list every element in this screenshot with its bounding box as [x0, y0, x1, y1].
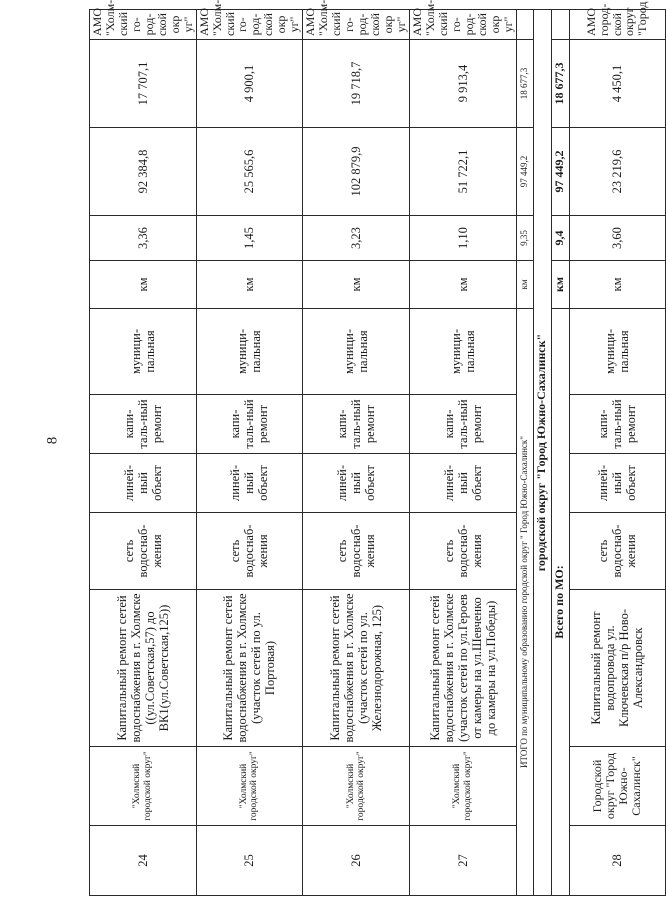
cost-cell: 25 565,6 [196, 128, 303, 216]
network-type-cell: сеть водоснаб-жения [409, 513, 516, 590]
object-category-cell: линей-ный объект [303, 454, 410, 513]
municipality-cell: Городской округ "Город Южно-Сахалинск" [569, 747, 665, 826]
all-mo-empty-cell [551, 10, 569, 40]
municipality-cell: "Холмский городской округ" [303, 747, 410, 826]
total-length: 9,35 [516, 216, 533, 261]
total-row [516, 10, 533, 896]
section-header-row [533, 10, 551, 896]
ownership-cell: муници-пальная [90, 309, 197, 395]
cost-cell: 102 879,9 [303, 128, 410, 216]
object-name-cell: Капитальный ремонт сетей водоснабжения в г. Холмске (участок сетей по ул.Героев от камеры на ул.Шевченко до камеры на ул.Победы) [409, 590, 516, 747]
object-name-cell: Капитальный ремонт сетей водоснабжения в г. Холмске (участок сетей по ул. Железнодорожная, 125) [303, 590, 410, 747]
work-type-cell: капи-таль-ный ремонт [409, 395, 516, 454]
sum-cell: 19 718,7 [303, 40, 410, 128]
unit-cell: км [303, 261, 410, 309]
ownership-cell: муници-пальная [303, 309, 410, 395]
object-category-cell: линей-ный объект [569, 454, 665, 513]
network-type-cell: сеть водоснаб-жения [196, 513, 303, 590]
table-row [569, 10, 665, 896]
all-mo-sum: 18 677,3 [551, 40, 569, 128]
table-row [303, 10, 410, 896]
cost-cell: 92 384,8 [90, 128, 197, 216]
row-number: 25 [196, 826, 303, 896]
total-empty-cell [516, 10, 533, 40]
municipality-cell: "Холмский городской округ" [196, 747, 303, 826]
total-label: ИТОГО по муниципальному образованию городской округ " Город Южно-Сахалинск" [516, 309, 533, 896]
table-row [196, 10, 303, 896]
work-type-cell: капи-таль-ный ремонт [196, 395, 303, 454]
object-name-cell: Капитальный ремонт сетей водоснабжения в г. Холмске (участок сетей по ул. Портовая) [196, 590, 303, 747]
length-cell: 1,45 [196, 216, 303, 261]
ownership-cell: муници-пальная [409, 309, 516, 395]
object-category-cell: линей-ный объект [409, 454, 516, 513]
object-name-cell: Капитальный ремонт водопровода ул. Ключевская п/р Ново-Александровск [569, 590, 665, 747]
work-type-cell: капи-таль-ный ремонт [90, 395, 197, 454]
table-row [90, 10, 197, 896]
customer-cell: АМО город-ской округ "Город [569, 10, 665, 40]
network-type-cell: сеть водоснаб-жения [303, 513, 410, 590]
cost-cell: 23 219,6 [569, 128, 665, 216]
ownership-cell: муници-пальная [196, 309, 303, 395]
row-number: 28 [569, 826, 665, 896]
customer-cell: АМО "Холм-ский го-род-ской окр уг" [303, 10, 410, 40]
all-mo-unit: км [551, 261, 569, 309]
all-mo-label: Всего по МО: [551, 309, 569, 896]
unit-cell: км [90, 261, 197, 309]
unit-cell: км [569, 261, 665, 309]
length-cell: 3,23 [303, 216, 410, 261]
ownership-cell: муници-пальная [569, 309, 665, 395]
all-mo-row [551, 10, 569, 896]
page-number: 8 [44, 436, 61, 445]
objects-table [89, 0, 666, 896]
total-unit: км [516, 261, 533, 309]
customer-cell: АМО "Холм-ский го-род-ской окр уг" [90, 10, 197, 40]
total-sum: 18 677,3 [516, 40, 533, 128]
length-cell: 1,10 [409, 216, 516, 261]
sum-cell: 4 450,1 [569, 40, 665, 128]
sum-cell: 9 913,4 [409, 40, 516, 128]
network-type-cell: сеть водоснаб-жения [90, 513, 197, 590]
object-name-cell: Капитальный ремонт сетей водоснабжения в г. Холмске ((ул.Советская,57) до ВК1(ул.Советская,125)) [90, 590, 197, 747]
all-mo-length: 9,4 [551, 216, 569, 261]
row-number: 24 [90, 826, 197, 896]
table-row [409, 10, 516, 896]
work-type-cell: капи-таль-ный ремонт [569, 395, 665, 454]
municipality-cell: "Холмский городской округ" [90, 747, 197, 826]
sum-cell: 4 900,1 [196, 40, 303, 128]
customer-cell: АМО "Холм-ский го-род-ской окр уг" [409, 10, 516, 40]
cost-cell: 51 722,1 [409, 128, 516, 216]
rotated-table-wrapper [89, 0, 650, 896]
all-mo-cost: 97 449,2 [551, 128, 569, 216]
length-cell: 3,36 [90, 216, 197, 261]
row-number: 26 [303, 826, 410, 896]
customer-cell: АМО "Холм-ский го-род-ской окр уг" [196, 10, 303, 40]
work-type-cell: капи-таль-ный ремонт [303, 395, 410, 454]
object-category-cell: линей-ный объект [90, 454, 197, 513]
unit-cell: км [196, 261, 303, 309]
object-category-cell: линей-ный объект [196, 454, 303, 513]
municipality-cell: "Холмский городской округ" [409, 747, 516, 826]
network-type-cell: сеть водоснаб-жения [569, 513, 665, 590]
row-number: 27 [409, 826, 516, 896]
length-cell: 3,60 [569, 216, 665, 261]
sum-cell: 17 707,1 [90, 40, 197, 128]
unit-cell: км [409, 261, 516, 309]
section-header: городской округ "Город Южно-Сахалинск" [533, 10, 551, 896]
total-cost: 97 449,2 [516, 128, 533, 216]
